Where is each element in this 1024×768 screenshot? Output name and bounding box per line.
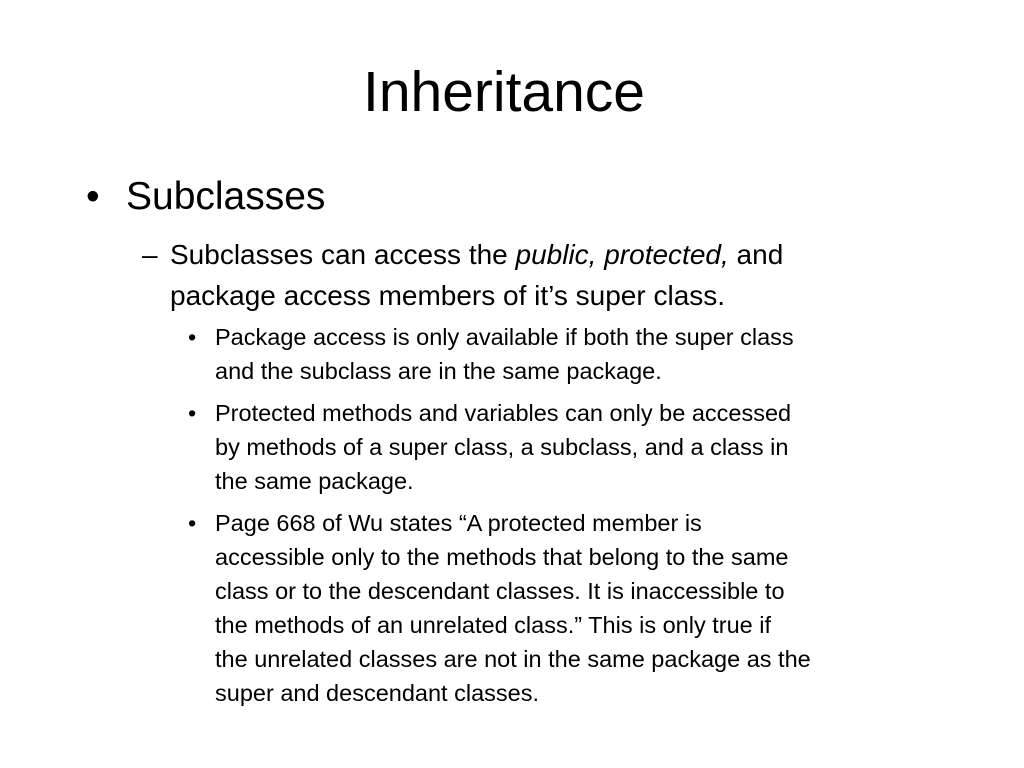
sub-bullet-body bbox=[170, 234, 960, 316]
sub-bullet-line-2: package access members of it’s super class. bbox=[170, 280, 726, 311]
point-line: the methods of an unrelated class.” This is only true if bbox=[215, 612, 772, 638]
point-line: the unrelated classes are not in the same package as the bbox=[215, 646, 811, 672]
dash-marker: – bbox=[142, 239, 158, 270]
point-line: super and descendant classes. bbox=[215, 680, 539, 706]
sub-bullet-text-before: Subclasses can access the bbox=[170, 239, 516, 270]
point-line: class or to the descendant classes. It is inaccessible to bbox=[215, 578, 785, 604]
point-line: accessible only to the methods that belong to the same bbox=[215, 544, 789, 570]
sub-bullet-text-italic: public, protected, bbox=[515, 239, 729, 270]
point-marker: • bbox=[188, 400, 197, 426]
point-body bbox=[215, 320, 955, 388]
point-line: Protected methods and variables can only be accessed bbox=[215, 400, 792, 426]
point-line: by methods of a super class, a subclass, and a class in bbox=[215, 434, 789, 460]
point-line: Package access is only available if both the super class bbox=[215, 324, 794, 350]
point-line: the same package. bbox=[215, 468, 414, 494]
point-line: and the subclass are in the same package. bbox=[215, 358, 662, 384]
point-body bbox=[215, 506, 955, 710]
point-body bbox=[215, 396, 955, 498]
point-marker: • bbox=[188, 324, 197, 350]
bullet-marker: • bbox=[86, 175, 100, 218]
sub-bullet-text-after: and bbox=[728, 239, 784, 270]
slide-title: Inheritance bbox=[362, 60, 646, 124]
bullet-text: Subclasses bbox=[126, 175, 326, 218]
point-marker: • bbox=[188, 510, 197, 536]
sub-bullet-line-1 bbox=[170, 234, 960, 275]
point-line: Page 668 of Wu states “A protected member is bbox=[215, 510, 702, 536]
